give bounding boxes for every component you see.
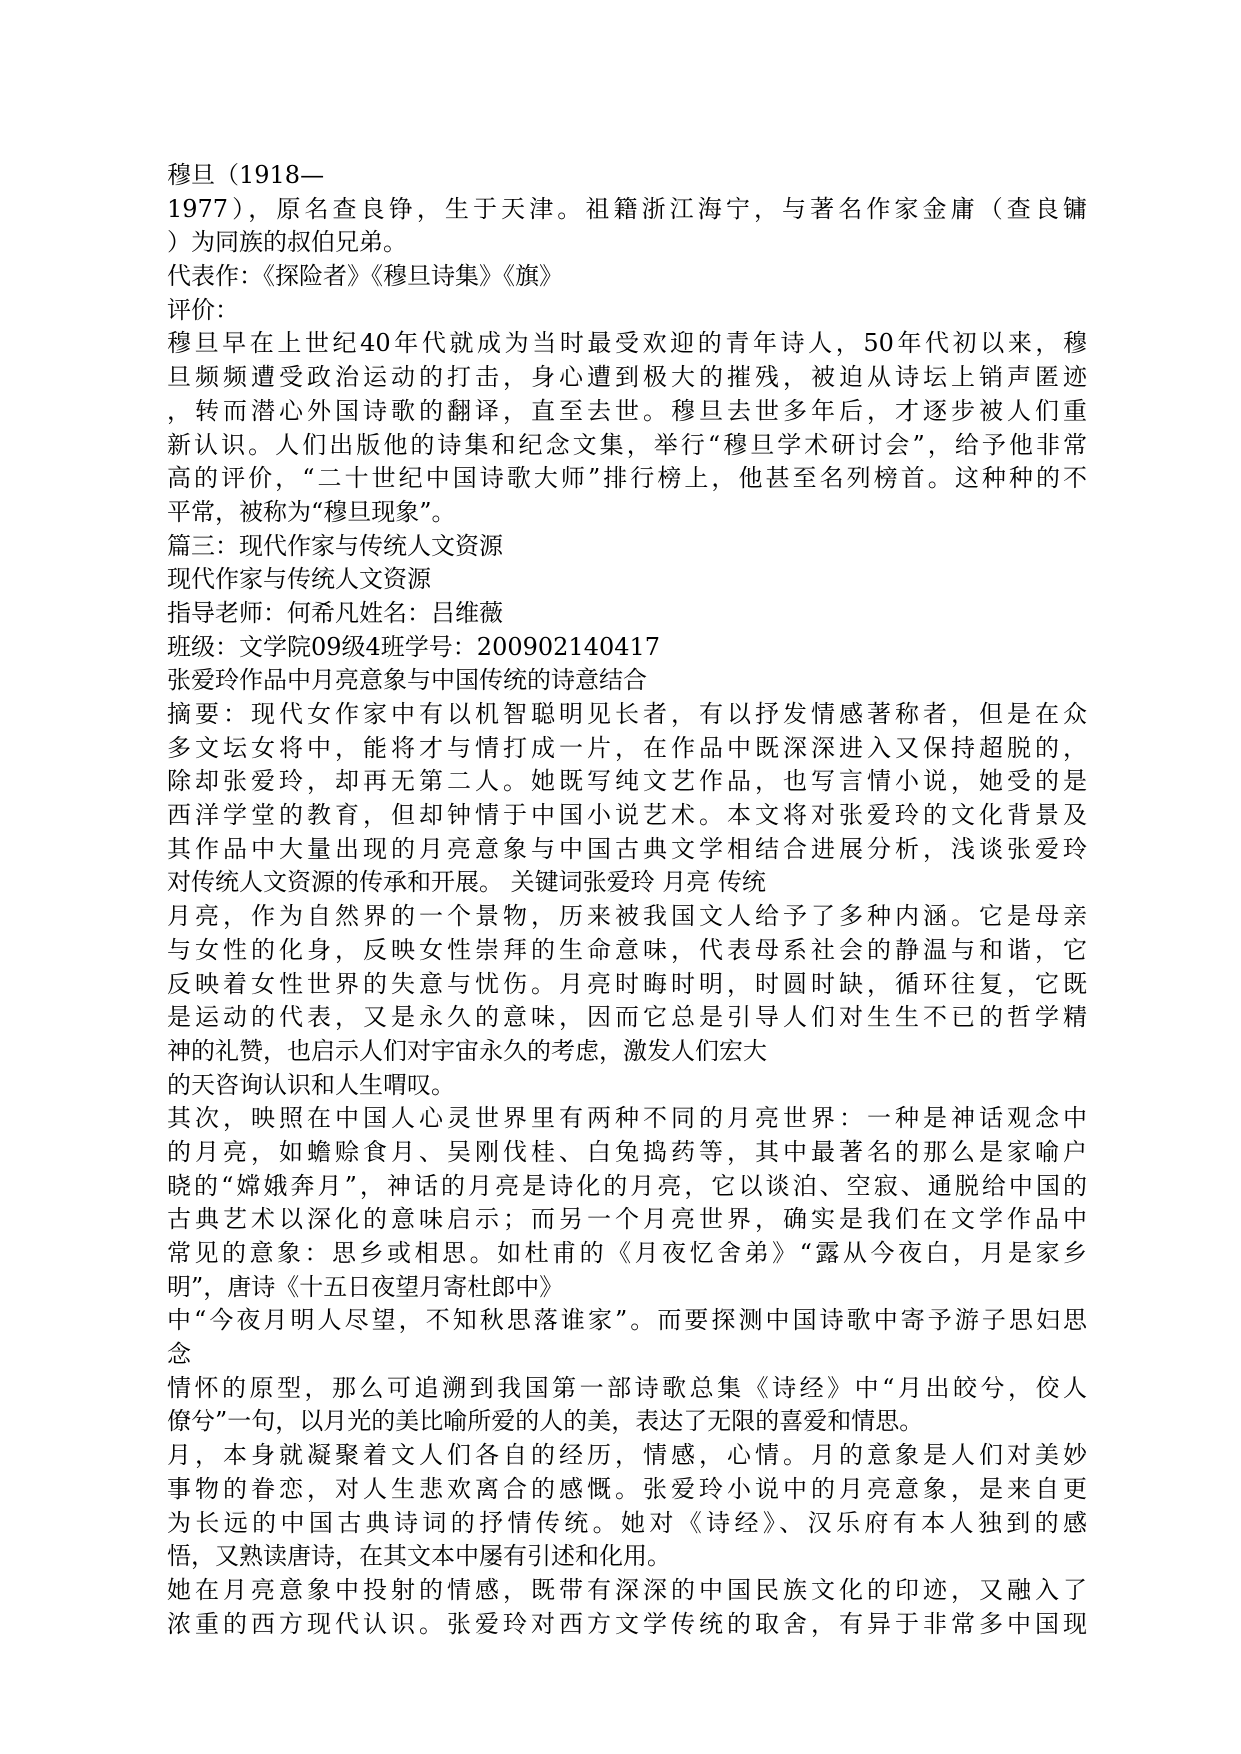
text-line: ）为同族的叔伯兄弟。 <box>167 228 407 257</box>
text-line: 古典艺术以深化的意味启示；而另一个月亮世界，确实是我们在文学作品中 <box>167 1205 1087 1234</box>
text-line: 神的礼赞，也启示人们对宇宙永久的考虑，激发人们宏大 <box>167 1036 767 1065</box>
text-line: 指导老师：何希凡姓名：吕维薇 <box>167 598 503 627</box>
text-line: 现代作家与传统人文资源 <box>167 565 431 594</box>
text-line: 是运动的代表，又是永久的意味，因而它总是引导人们对生生不已的哲学精 <box>167 1003 1087 1032</box>
document-body <box>167 159 1087 1641</box>
text-line: 与女性的化身，反映女性崇拜的生命意味，代表母系社会的静温与和谐，它 <box>167 935 1087 964</box>
text-line: 浓重的西方现代认识。张爱玲对西方文学传统的取舍，有异于非常多中国现 <box>167 1609 1087 1638</box>
text-line: 其次，映照在中国人心灵世界里有两种不同的月亮世界：一种是神话观念中 <box>167 1104 1087 1133</box>
text-line: 月亮，作为自然界的一个景物，历来被我国文人给予了多种内涵。它是母亲 <box>167 902 1087 931</box>
text-line: 明”，唐诗《十五日夜望月寄杜郎中》 <box>167 1272 564 1301</box>
text-line: 反映着女性世界的失意与忧伤。月亮时晦时明，时圆时缺，循环往复，它既 <box>167 969 1087 998</box>
text-line: 穆旦早在上世纪40年代就成为当时最受欢迎的青年诗人，50年代初以来，穆 <box>167 329 1087 358</box>
text-line: 悟，又熟读唐诗，在其文本中屡有引述和化用。 <box>167 1542 671 1571</box>
text-line: 高的评价，“二十世纪中国诗歌大师”排行榜上，他甚至名列榜首。这种种的不 <box>167 464 1087 493</box>
text-line: 新认识。人们出版他的诗集和纪念文集，举行“穆旦学术研讨会”，给予他非常 <box>167 430 1087 459</box>
text-line: 西洋学堂的教育，但却钟情于中国小说艺术。本文将对张爱玲的文化背景及 <box>167 801 1087 830</box>
text-line: 班级：文学院09级4班学号：200902140417 <box>167 632 661 661</box>
text-line: 中“今夜月明人尽望，不知秋思落谁家”。而要探测中国诗歌中寄予游子思妇思 <box>167 1306 1087 1335</box>
text-line: 她在月亮意象中投射的情感，既带有深深的中国民族文化的印迹，又融入了 <box>167 1575 1087 1604</box>
text-line: 平常，被称为“穆旦现象”。 <box>167 497 456 526</box>
text-line: 的月亮，如蟾赊食月、吴刚伐桂、白兔捣药等，其中最著名的那么是家喻户 <box>167 1137 1087 1166</box>
text-line: 事物的眷恋，对人生悲欢离合的感慨。张爱玲小说中的月亮意象，是来自更 <box>167 1474 1087 1503</box>
text-line: 其作品中大量出现的月亮意象与中国古典文学相结合进展分析，浅谈张爱玲 <box>167 834 1087 863</box>
text-line: 除却张爱玲，却再无第二人。她既写纯文艺作品，也写言情小说，她受的是 <box>167 767 1087 796</box>
text-line: 穆旦（1918— <box>167 161 325 189</box>
text-line: 僚兮”一句，以月光的美比喻所爱的人的美，表达了无限的喜爱和情思。 <box>167 1407 924 1436</box>
text-line: 1977），原名查良铮，生于天津。祖籍浙江海宁，与著名作家金庸（查良镛 <box>167 194 1087 223</box>
text-line: 代表作：《探险者》《穆旦诗集》《旗》 <box>167 262 563 291</box>
text-line: 情怀的原型，那么可追溯到我国第一部诗歌总集《诗经》中“月出皎兮，佼人 <box>167 1373 1087 1402</box>
text-line: 为长远的中国古典诗词的抒情传统。她对《诗经》、汉乐府有本人独到的感 <box>167 1508 1087 1537</box>
text-line: 张爱玲作品中月亮意象与中国传统的诗意结合 <box>167 666 647 695</box>
text-line: 常见的意象：思乡或相思。如杜甫的《月夜忆舍弟》“露从今夜白，月是家乡 <box>167 1239 1087 1267</box>
text-line: 晓的“嫦娥奔月”，神话的月亮是诗化的月亮，它以谈泊、空寂、通脱给中国的 <box>167 1171 1087 1200</box>
text-line: 评价： <box>167 295 239 324</box>
text-line: 月，本身就凝聚着文人们各自的经历，情感，心情。月的意象是人们对美妙 <box>167 1441 1087 1470</box>
text-line: 多文坛女将中，能将才与情打成一片，在作品中既深深进入又保持超脱的， <box>167 733 1087 762</box>
text-line: ，转而潜心外国诗歌的翻译，直至去世。穆旦去世多年后，才逐步被人们重 <box>167 396 1087 425</box>
text-line: 篇三：现代作家与传统人文资源 <box>167 531 503 560</box>
text-line: 念 <box>167 1340 191 1369</box>
text-line: 对传统人文资源的传承和开展。 关键词张爱玲 月亮 传统 <box>167 868 766 897</box>
text-line: 旦频频遭受政治运动的打击，身心遭到极大的摧残，被迫从诗坛上销声匿迹 <box>167 363 1087 392</box>
text-line: 摘要：现代女作家中有以机智聪明见长者，有以抒发情感著称者，但是在众 <box>167 700 1087 728</box>
text-line: 的天咨询认识和人生喟叹。 <box>167 1070 455 1099</box>
